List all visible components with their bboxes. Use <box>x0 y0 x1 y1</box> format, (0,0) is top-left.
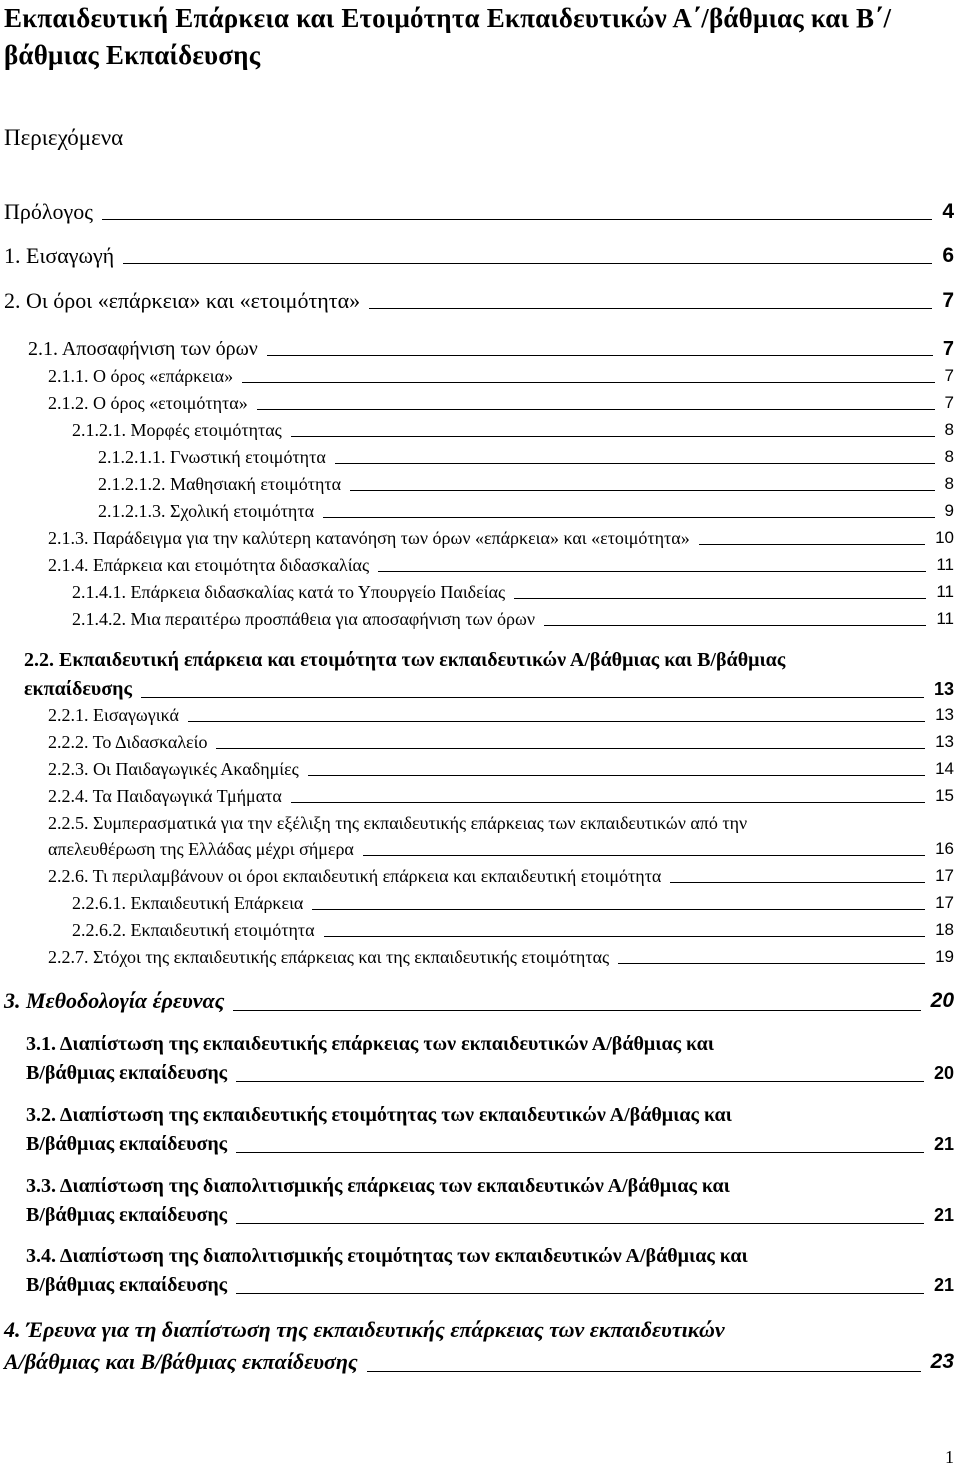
toc-leader <box>236 1081 924 1082</box>
toc-entry-text-continued: Β/βάθμιας εκπαίδευσης <box>26 1133 228 1155</box>
toc-leader <box>236 1293 924 1294</box>
toc-page-number: 21 <box>933 1205 954 1225</box>
toc-page-number: 8 <box>944 447 954 466</box>
toc-entry-text-continued: απελευθέρωση της Ελλάδας μέχρι σήμερα <box>48 839 354 859</box>
toc-entry-2-2-2[interactable] <box>48 729 954 755</box>
toc-entry-text: 2.2.7. Στόχοι της εκπαιδευτικής επάρκειας και της εκπαιδευτικής ετοιμότητας <box>48 947 610 967</box>
toc-entry-2-1[interactable] <box>28 336 954 362</box>
toc-page-number: 15 <box>935 786 954 805</box>
toc-leader <box>544 625 926 626</box>
toc-entry-text: 2.1.2.1.3. Σχολική ετοιμότητα <box>98 501 314 521</box>
toc-entry-2-1-2-1-3[interactable] <box>98 498 954 524</box>
toc-entry-3-2[interactable] <box>26 1101 954 1159</box>
toc-page-number: 13 <box>933 679 954 699</box>
toc-page-number: 11 <box>936 609 954 628</box>
toc-entry-3-4[interactable] <box>26 1242 954 1300</box>
toc-page-number: 13 <box>935 732 954 751</box>
toc-leader <box>323 517 935 518</box>
toc-leader <box>242 382 934 383</box>
toc-entry-2-2-1[interactable] <box>48 702 954 728</box>
toc-entry-section-2[interactable] <box>4 287 954 315</box>
toc-page-number: 7 <box>944 393 954 412</box>
toc-leader <box>363 855 925 856</box>
toc-entry-text: 2.1.1. Ο όρος «επάρκεια» <box>48 366 234 386</box>
toc-page-number: 21 <box>933 1134 954 1154</box>
toc-entry-text: 2.2.1. Εισαγωγικά <box>48 705 179 725</box>
toc-page-number: 9 <box>944 501 954 520</box>
toc-entry-text: 2.1.3. Παράδειγμα για την καλύτερη κατανόηση των όρων «επάρκεια» και «ετοιμότητα» <box>48 528 690 548</box>
toc-entry-text: 2.2.6.2. Εκπαιδευτική ετοιμότητα <box>72 920 315 940</box>
toc-entry-text: 2.1.4. Επάρκεια και ετοιμότητα διδασκαλίας <box>48 555 370 575</box>
toc-page-number: 7 <box>942 338 954 360</box>
toc-page-number: 6 <box>942 244 954 267</box>
toc-entry-text: Πρόλογος <box>4 199 93 224</box>
toc-leader <box>188 721 925 722</box>
page-number: 1 <box>945 1447 954 1467</box>
toc-page-number: 10 <box>935 528 954 547</box>
toc-leader <box>312 909 925 910</box>
toc-entry-text-continued: Β/βάθμιας εκπαίδευσης <box>26 1204 228 1226</box>
toc-entry-text: 3.2. Διαπίστωση της εκπαιδευτικής ετοιμότητας των εκπαιδευτικών Α/βάθμιας και <box>26 1104 732 1126</box>
toc-entry-text: 3.1. Διαπίστωση της εκπαιδευτικής επάρκειας των εκπαιδευτικών Α/βάθμιας και <box>26 1033 714 1055</box>
toc-entry-text-continued: εκπαίδευσης <box>24 678 132 700</box>
toc-entry-2-1-1[interactable] <box>48 363 954 389</box>
toc-entry-section-3[interactable] <box>4 985 954 1017</box>
toc-leader <box>123 263 932 264</box>
toc-entry-section-4[interactable] <box>4 1314 954 1378</box>
toc-entry-3-3[interactable] <box>26 1172 954 1230</box>
toc-entry-prologue[interactable] <box>4 198 954 226</box>
toc-leader <box>141 697 924 698</box>
toc-entry-text-continued: Α/βάθμιας και Β/βάθμιας εκπαίδευσης <box>4 1349 358 1374</box>
toc-entry-text: 2.1.2. Ο όρος «ετοιμότητα» <box>48 393 248 413</box>
toc-entry-2-1-2[interactable] <box>48 390 954 416</box>
toc-entry-2-1-2-1-1[interactable] <box>98 444 954 470</box>
toc-page-number: 18 <box>935 920 954 939</box>
toc-page-number: 11 <box>936 582 954 601</box>
toc-leader <box>236 1223 924 1224</box>
toc-page-number: 14 <box>935 759 954 778</box>
toc-page-number: 21 <box>933 1275 954 1295</box>
toc-entry-2-2-4[interactable] <box>48 783 954 809</box>
toc-entry-text-continued: Β/βάθμιας εκπαίδευσης <box>26 1062 228 1084</box>
toc-entry-text: 1. Εισαγωγή <box>4 243 115 268</box>
toc-leader <box>233 1010 920 1011</box>
toc-entry-2-1-4-2[interactable] <box>72 606 954 632</box>
toc-entry-text: 3. Μεθοδολογία έρευνας <box>4 988 225 1013</box>
toc-entry-text-continued: Β/βάθμιας εκπαίδευσης <box>26 1274 228 1296</box>
toc-leader <box>367 1371 921 1372</box>
toc-page-number: 23 <box>930 1350 954 1373</box>
toc-page-number: 7 <box>944 366 954 385</box>
toc-entry-2-2-5[interactable] <box>48 810 954 862</box>
toc-entry-text: 3.4. Διαπίστωση της διαπολιτισμικής ετοιμότητας των εκπαιδευτικών Α/βάθμιας και <box>26 1245 748 1267</box>
toc-leader <box>102 219 932 220</box>
toc-entry-text: 4. Έρευνα για τη διαπίστωση της εκπαιδευτικής επάρκειας των εκπαιδευτικών <box>4 1317 725 1342</box>
toc-page-number: 11 <box>936 555 954 574</box>
toc-entry-2-2-6-2[interactable] <box>72 917 954 943</box>
toc-page-number: 20 <box>933 1063 954 1083</box>
toc-entry-text: 2.2.4. Τα Παιδαγωγικά Τμήματα <box>48 786 282 806</box>
toc-leader <box>324 936 926 937</box>
toc-entry-3-1[interactable] <box>26 1030 954 1088</box>
toc-leader <box>378 571 926 572</box>
toc-leader <box>216 748 925 749</box>
document-title: Εκπαιδευτική Επάρκεια και Ετοιμότητα Εκπαιδευτικών Α΄/βάθμιας και Β΄/βάθμιας Εκπαίδευσης <box>4 3 892 70</box>
toc-leader <box>257 409 935 410</box>
toc-entry-text: 2. Οι όροι «επάρκεια» και «ετοιμότητα» <box>4 288 361 313</box>
toc-entry-text: 3.3. Διαπίστωση της διαπολιτισμικής επάρκειας των εκπαιδευτικών Α/βάθμιας και <box>26 1175 730 1197</box>
toc-page-number: 17 <box>935 893 954 912</box>
contents-heading: Περιεχόμενα <box>4 125 124 150</box>
toc-entry-text: 2.2.6. Τι περιλαμβάνουν οι όροι εκπαιδευτική επάρκεια και εκπαιδευτική ετοιμότητα <box>48 866 662 886</box>
toc-entry-2-1-3[interactable] <box>48 525 954 551</box>
toc-entry-2-2[interactable] <box>24 646 954 704</box>
toc-leader <box>236 1152 924 1153</box>
toc-entry-2-1-2-1-2[interactable] <box>98 471 954 497</box>
toc-page-number: 19 <box>935 947 954 966</box>
toc-entry-text: 2.1. Αποσαφήνιση των όρων <box>28 338 258 360</box>
toc-leader <box>350 490 935 491</box>
toc-page-number: 13 <box>935 705 954 724</box>
toc-page-number: 16 <box>935 839 954 858</box>
toc-entry-text: 2.1.2.1.1. Γνωστική ετοιμότητα <box>98 447 326 467</box>
toc-entry-introduction[interactable] <box>4 242 954 270</box>
toc-entry-2-1-4-1[interactable] <box>72 579 954 605</box>
toc-page-number: 17 <box>935 866 954 885</box>
toc-entry-2-1-2-1[interactable] <box>72 417 954 443</box>
toc-page-number: 4 <box>942 200 954 223</box>
toc-page-number: 7 <box>942 289 954 312</box>
toc-entry-2-2-7[interactable] <box>48 944 954 970</box>
toc-page-number: 20 <box>930 989 954 1012</box>
toc-leader <box>291 802 925 803</box>
toc-entry-text: 2.2.2. Το Διδασκαλείο <box>48 732 208 752</box>
toc-leader <box>514 598 926 599</box>
toc-leader <box>267 355 933 356</box>
toc-entry-text: 2.2.5. Συμπερασματικά για την εξέλιξη της εκπαιδευτικής επάρκειας των εκπαιδευτικών από την <box>48 813 748 833</box>
toc-entry-text: 2.1.4.1. Επάρκεια διδασκαλίας κατά το Υπουργείο Παιδείας <box>72 582 506 602</box>
toc-entry-text: 2.2. Εκπαιδευτική επάρκεια και ετοιμότητα των εκπαιδευτικών Α/βάθμιας και Β/βάθμιας <box>24 649 786 671</box>
toc-entry-text: 2.2.6.1. Εκπαιδευτική Επάρκεια <box>72 893 304 913</box>
toc-entry-text: 2.1.2.1.2. Μαθησιακή ετοιμότητα <box>98 474 342 494</box>
toc-entry-2-2-3[interactable] <box>48 756 954 782</box>
toc-leader <box>308 775 925 776</box>
toc-page-number: 8 <box>944 474 954 493</box>
toc-entry-2-1-4[interactable] <box>48 552 954 578</box>
toc-leader <box>291 436 935 437</box>
toc-leader <box>670 882 925 883</box>
toc-leader <box>369 308 932 309</box>
toc-entry-2-2-6[interactable] <box>48 863 954 889</box>
toc-entry-text: 2.1.2.1. Μορφές ετοιμότητας <box>72 420 282 440</box>
toc-entry-2-2-6-1[interactable] <box>72 890 954 916</box>
toc-leader <box>618 963 925 964</box>
toc-entry-text: 2.1.4.2. Μια περαιτέρω προσπάθεια για αποσαφήνιση των όρων <box>72 609 536 629</box>
toc-leader <box>699 544 925 545</box>
toc-entry-text: 2.2.3. Οι Παιδαγωγικές Ακαδημίες <box>48 759 299 779</box>
toc-leader <box>335 463 935 464</box>
toc-page-number: 8 <box>944 420 954 439</box>
